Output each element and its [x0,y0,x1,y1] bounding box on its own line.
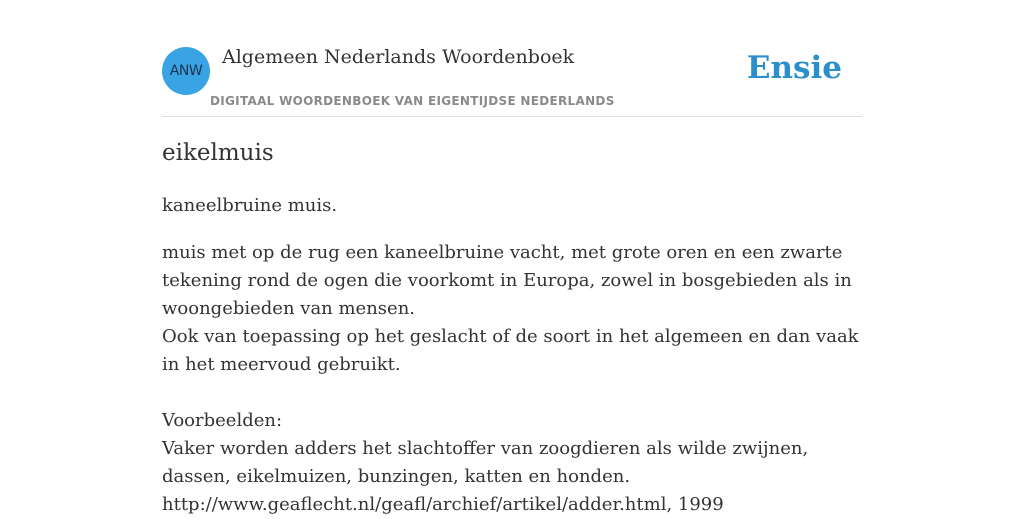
page [162,0,862,515]
entry-usage-note: Ook van toepassing op het geslacht of de soort in het algemeen en dan vaak in het meervoud gebruikt. [162,326,859,375]
site-title[interactable]: Algemeen Nederlands Woordenboek [222,46,575,68]
site-header [162,0,862,117]
anw-logo[interactable] [162,47,210,95]
ensie-logo[interactable]: Ensie [746,50,842,86]
site-subtitle: DIGITAAL WOORDENBOEK VAN EIGENTIJDSE NEDERLANDS [210,94,615,108]
entry-definition: muis met op de rug een kaneelbruine vacht, met grote oren en een zwarte tekening rond de ogen die voorkomt in Europa, zowel in bosgebieden als in woongebieden van mensen. [162,242,852,319]
example-sentence: Vaker worden adders het slachtoffer van zoogdieren als wilde zwijnen, dassen, eikelmuizen, bunzingen, katten en honden. [162,438,809,487]
entry-short-definition: kaneelbruine muis. [162,195,338,216]
example-source[interactable]: http://www.geaflecht.nl/geafl/archief/artikel/adder.html, 1999 [162,494,724,515]
anw-logo-text: ANW [169,63,203,79]
entry-headword: eikelmuis [162,140,274,166]
examples-label: Voorbeelden: [162,410,283,431]
entry-long-definition [162,239,862,519]
paragraph-gap [162,379,862,407]
